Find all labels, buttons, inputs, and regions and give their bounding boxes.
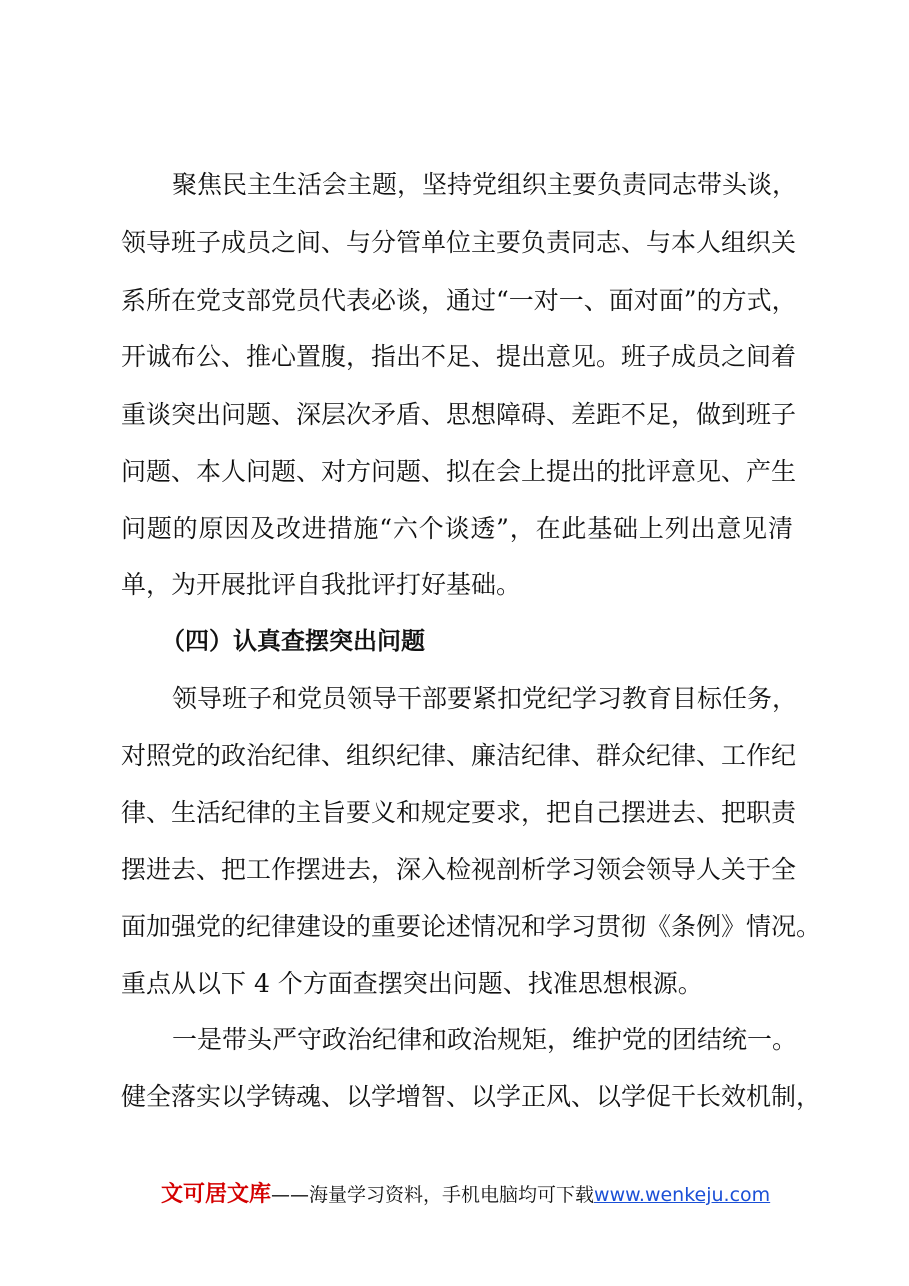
footer-banner xyxy=(161,1181,770,1209)
footer-slogan: ——海量学习资料，手机电脑均可下载 xyxy=(271,1184,595,1206)
section-heading: （四）认真查摆突出问题 xyxy=(161,627,425,655)
paragraph-line: 单，为开展批评自我批评打好基础。 xyxy=(121,570,522,599)
paragraph-line: 领导班子和党员领导干部要紧扣党纪学习教育目标任务， xyxy=(172,684,798,713)
paragraph-line: 问题、本人问题、对方问题、拟在会上提出的批评意见、产生 xyxy=(121,457,797,486)
paragraph-line: 系所在党支部党员代表必谈，通过“一对一、面对面”的方式， xyxy=(121,286,797,315)
website-link[interactable]: www.wenkeju.com xyxy=(594,1184,771,1206)
paragraph-line: 领导班子成员之间、与分管单位主要负责同志、与本人组织关 xyxy=(121,228,797,257)
paragraph-line: 健全落实以学铸魂、以学增智、以学正风、以学促干长效机制， xyxy=(121,1082,822,1111)
paragraph-line: 重谈突出问题、深层次矛盾、思想障碍、差距不足，做到班子 xyxy=(121,400,797,429)
paragraph-line: 问题的原因及改进措施“六个谈透”，在此基础上列出意见清 xyxy=(121,514,793,543)
paragraph-line: 聚焦民主生活会主题，坚持党组织主要负责同志带头谈， xyxy=(172,170,798,199)
paragraph-line: 面加强党的纪律建设的重要论述情况和学习贯彻《条例》情况。 xyxy=(121,912,822,941)
paragraph-line: 开诚布公、推心置腹，指出不足、提出意见。班子成员之间着 xyxy=(121,342,797,371)
brand-name: 文可居文库 xyxy=(161,1182,272,1207)
paragraph-line: 律、生活纪律的主旨要义和规定要求，把自己摆进去、把职责 xyxy=(121,798,797,827)
paragraph-line: 摆进去、把工作摆进去，深入检视剖析学习领会领导人关于全 xyxy=(121,855,797,884)
paragraph-line: 对照党的政治纪律、组织纪律、廉洁纪律、群众纪律、工作纪 xyxy=(121,741,797,770)
paragraph-line: 重点从以下 4 个方面查摆突出问题、找准思想根源。 xyxy=(121,969,703,998)
paragraph-line: 一是带头严守政治纪律和政治规矩，维护党的团结统一。 xyxy=(172,1025,798,1054)
